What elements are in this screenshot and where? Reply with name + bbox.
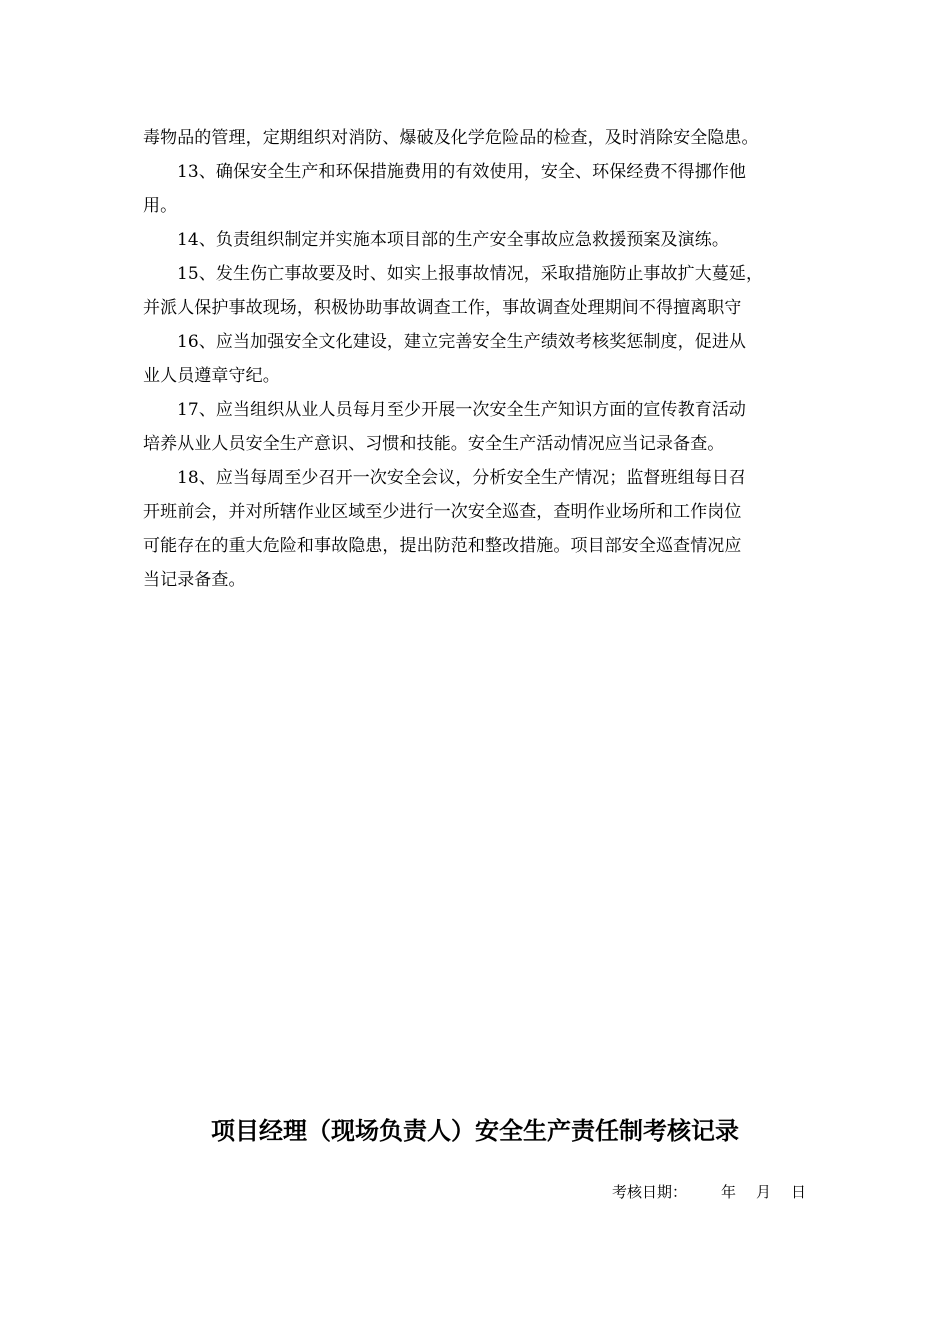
body-text xyxy=(143,121,811,597)
paragraph-line: 用。 xyxy=(143,196,178,216)
paragraph-line: 毒物品的管理，定期组织对消防、爆破及化学危险品的检查，及时消除安全隐患。 xyxy=(143,128,759,148)
assessment-date-label: 考核日期： xyxy=(611,1183,687,1201)
date-day: 日 xyxy=(790,1183,806,1201)
date-month: 月 xyxy=(755,1183,771,1201)
paragraph xyxy=(143,223,811,257)
paragraph-line: 开班前会，并对所辖作业区域至少进行一次安全巡查，查明作业场所和工作岗位 xyxy=(143,502,742,522)
assessment-date-row xyxy=(0,1180,806,1204)
paragraph-line: 14、负责组织制定并实施本项目部的生产安全事故应急救援预案及演练。 xyxy=(177,230,729,250)
paragraph xyxy=(143,325,811,393)
paragraph-line: 15、发生伤亡事故要及时、如实上报事故情况，采取措施防止事故扩大蔓延， xyxy=(177,264,764,284)
date-year: 年 xyxy=(720,1183,736,1201)
paragraph-line: 业人员遵章守纪。 xyxy=(143,366,280,386)
paragraph-line: 18、应当每周至少召开一次安全会议，分析安全生产情况；监督班组每日召 xyxy=(177,468,747,488)
paragraph-line: 17、应当组织从业人员每月至少开展一次安全生产知识方面的宣传教育活动 xyxy=(177,400,747,420)
record-title: 项目经理（现场负责人）安全生产责任制考核记录 xyxy=(211,1116,739,1145)
paragraph-line: 16、应当加强安全文化建设，建立完善安全生产绩效考核奖惩制度，促进从 xyxy=(177,332,747,352)
paragraph-line: 13、确保安全生产和环保措施费用的有效使用，安全、环保经费不得挪作他 xyxy=(177,162,747,182)
paragraph xyxy=(143,121,811,155)
paragraph xyxy=(143,461,811,597)
paragraph-line: 当记录备查。 xyxy=(143,570,246,590)
paragraph xyxy=(143,257,811,325)
paragraph xyxy=(143,393,811,461)
paragraph-line: 培养从业人员安全生产意识、习惯和技能。安全生产活动情况应当记录备查。 xyxy=(143,434,725,454)
paragraph-line: 可能存在的重大危险和事故隐患，提出防范和整改措施。项目部安全巡查情况应 xyxy=(143,536,742,556)
paragraph-line: 并派人保护事故现场，积极协助事故调查工作，事故调查处理期间不得擅离职守 xyxy=(143,298,742,318)
paragraph xyxy=(143,155,811,223)
